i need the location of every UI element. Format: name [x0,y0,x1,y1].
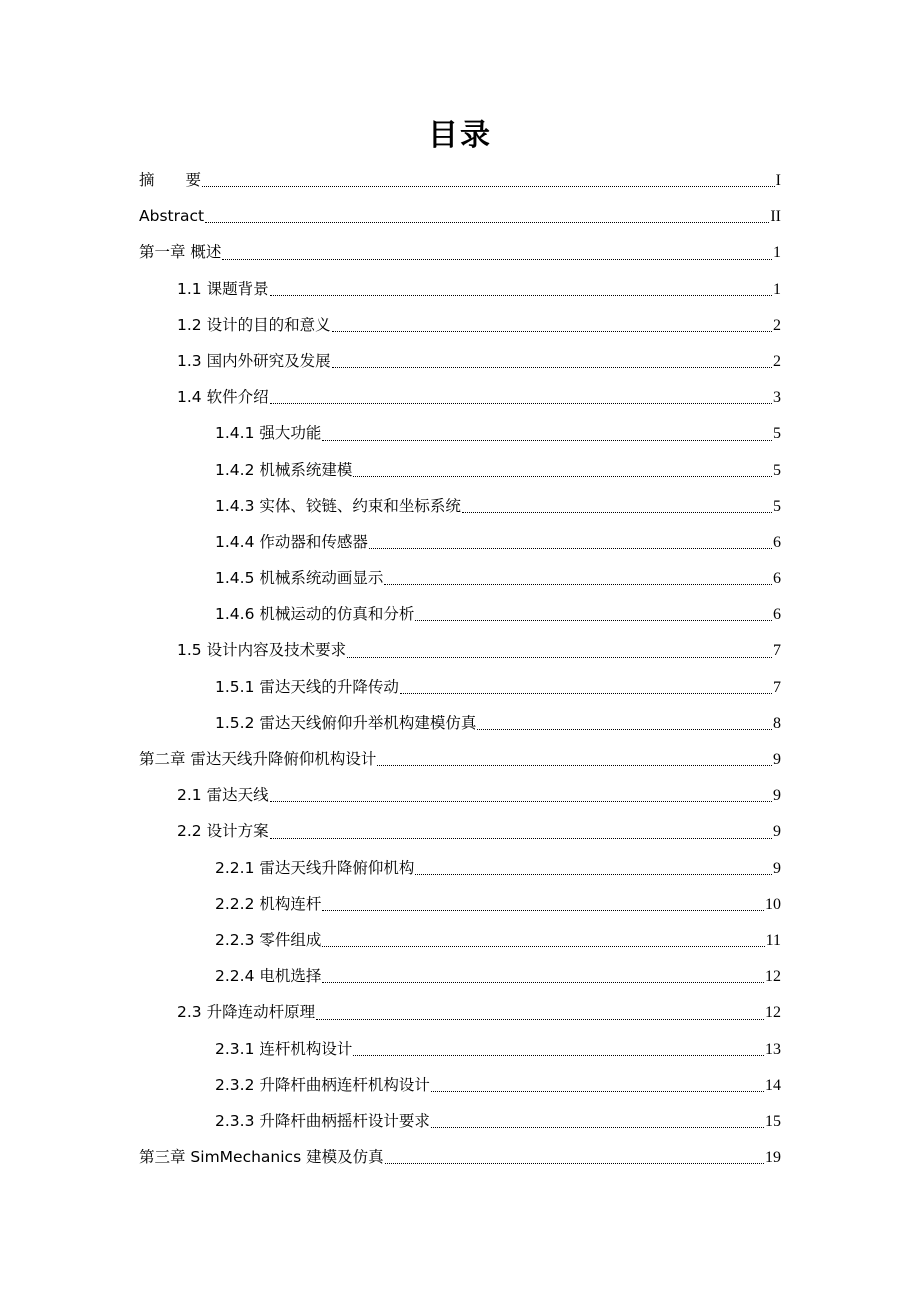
toc-dot-leader [270,280,772,298]
toc-entry-title: 1.4 软件介绍 [177,388,269,407]
toc-dot-leader [332,316,772,334]
toc-entry-title: 1.1 课题背景 [177,279,269,298]
toc-entry[interactable] [139,379,781,415]
toc-entry-title: 1.4.2 机械系统建模 [215,460,353,479]
toc-entry-title: 2.1 雷达天线 [177,786,269,805]
toc-entry-page-number: 11 [765,931,781,949]
toc-entry[interactable] [139,1031,781,1067]
toc-entry[interactable] [139,271,781,307]
toc-entry-title: 2.2.1 雷达天线升降俯仰机构 [215,858,415,877]
toc-dot-leader [377,750,772,768]
toc-entry-page-number: 9 [773,859,781,877]
toc-entry-page-number: 10 [765,895,781,913]
toc-entry-title: 1.4.1 强大功能 [215,424,322,443]
toc-dot-leader [270,388,772,406]
toc-dot-leader [431,1112,764,1130]
toc-entry[interactable] [139,415,781,451]
toc-dot-leader [322,967,764,985]
toc-entry-title: 摘 要 [139,171,202,189]
toc-entry-title: 2.2.4 电机选择 [215,967,322,986]
toc-entry-page-number: 6 [773,606,781,624]
toc-dot-leader [270,823,772,841]
toc-entry-title: 1.5.1 雷达天线的升降传动 [215,677,399,696]
toc-dot-leader [462,497,772,515]
toc-entry-title: 1.5.2 雷达天线俯仰升举机构建模仿真 [215,713,477,732]
toc-entry-page-number: 6 [773,570,781,588]
toc-entry-title: 1.2 设计的目的和意义 [177,315,331,334]
toc-entry-page-number: 2 [773,352,781,370]
toc-entry-page-number: 8 [773,714,781,732]
toc-entry-page-number: 12 [765,968,781,986]
toc-entry-page-number: 2 [773,316,781,334]
toc-entry[interactable] [139,452,781,488]
toc-entry[interactable] [139,705,781,741]
toc-entry-page-number: 5 [773,461,781,479]
toc-entry-page-number: I [775,172,781,189]
toc-list [139,162,781,1175]
toc-entry-title: 1.4.5 机械系统动画显示 [215,569,384,588]
toc-dot-leader [415,859,772,877]
toc-entry-page-number: 9 [773,823,781,841]
toc-entry[interactable] [139,669,781,705]
toc-entry[interactable] [139,813,781,849]
toc-entry-title: 1.3 国内外研究及发展 [177,351,331,370]
toc-dot-leader [385,1148,764,1166]
toc-dot-leader [347,642,772,660]
toc-entry-title: 2.3 升降连动杆原理 [177,1003,316,1022]
toc-dot-leader [431,1076,764,1094]
toc-entry-page-number: 5 [773,497,781,515]
toc-entry-title: 第一章 概述 [139,243,222,262]
toc-entry[interactable] [139,777,781,813]
toc-entry-title: 1.4.4 作动器和传感器 [215,532,368,551]
toc-entry[interactable] [139,198,781,234]
toc-entry[interactable] [139,234,781,270]
toc-dot-leader [332,352,772,370]
toc-entry[interactable] [139,343,781,379]
toc-entry-title: 2.2 设计方案 [177,822,269,841]
toc-entry-page-number: 7 [773,642,781,660]
toc-entry[interactable] [139,1067,781,1103]
toc-entry-page-number: 1 [773,244,781,262]
toc-entry-title: 2.2.2 机构连杆 [215,894,322,913]
toc-dot-leader [322,895,764,913]
toc-dot-leader [477,714,772,732]
toc-title: 目录 [428,118,492,153]
toc-entry[interactable] [139,307,781,343]
toc-entry-title: 1.5 设计内容及技术要求 [177,641,347,660]
toc-dot-leader [415,605,772,623]
toc-entry-page-number: 1 [773,280,781,298]
toc-entry-title: 2.3.2 升降杆曲柄连杆机构设计 [215,1075,430,1094]
toc-entry-title: 第二章 雷达天线升降俯仰机构设计 [139,750,377,768]
toc-entry-page-number: 12 [765,1004,781,1022]
toc-entry[interactable] [139,524,781,560]
toc-entry-page-number: 9 [773,751,781,768]
toc-entry-page-number: 6 [773,533,781,551]
toc-entry-title: 1.4.3 实体、铰链、约束和坐标系统 [215,496,461,515]
toc-entry[interactable] [139,632,781,668]
toc-entry-title: 2.3.1 连杆机构设计 [215,1039,353,1058]
toc-entry-title: 2.3.3 升降杆曲柄摇杆设计要求 [215,1111,430,1130]
toc-dot-leader [316,1004,764,1022]
toc-entry-page-number: 19 [765,1149,781,1167]
toc-entry[interactable] [139,922,781,958]
toc-entry[interactable] [139,1103,781,1139]
toc-entry-title: Abstract [139,207,205,226]
toc-entry-title: 1.4.6 机械运动的仿真和分析 [215,605,415,624]
toc-entry[interactable] [139,994,781,1030]
toc-entry-page-number: 3 [773,389,781,407]
toc-dot-leader [205,207,769,225]
toc-entry[interactable] [139,488,781,524]
toc-entry-title: 第三章 SimMechanics 建模及仿真 [139,1148,384,1167]
toc-entry[interactable] [139,1139,781,1175]
toc-entry-title: 2.2.3 零件组成 [215,930,322,949]
toc-entry[interactable] [139,886,781,922]
toc-dot-leader [222,244,772,262]
toc-entry-page-number: 7 [773,678,781,696]
toc-dot-leader [353,1040,764,1058]
toc-entry[interactable] [139,162,781,198]
toc-entry[interactable] [139,850,781,886]
toc-entry-page-number: 14 [765,1076,781,1094]
toc-dot-leader [270,786,772,804]
toc-dot-leader [400,678,772,696]
toc-dot-leader [202,171,775,189]
toc-entry[interactable] [139,560,781,596]
toc-entry[interactable] [139,741,781,777]
toc-entry-page-number: 5 [773,425,781,443]
toc-dot-leader [353,461,772,479]
toc-dot-leader [384,569,772,587]
toc-entry[interactable] [139,596,781,632]
toc-dot-leader [322,931,764,949]
toc-entry-page-number: 9 [773,787,781,805]
toc-entry-page-number: 15 [765,1112,781,1130]
toc-dot-leader [369,533,772,551]
toc-entry-page-number: 13 [765,1040,781,1058]
toc-dot-leader [322,425,772,443]
toc-entry-page-number: II [770,208,781,226]
toc-entry[interactable] [139,958,781,994]
